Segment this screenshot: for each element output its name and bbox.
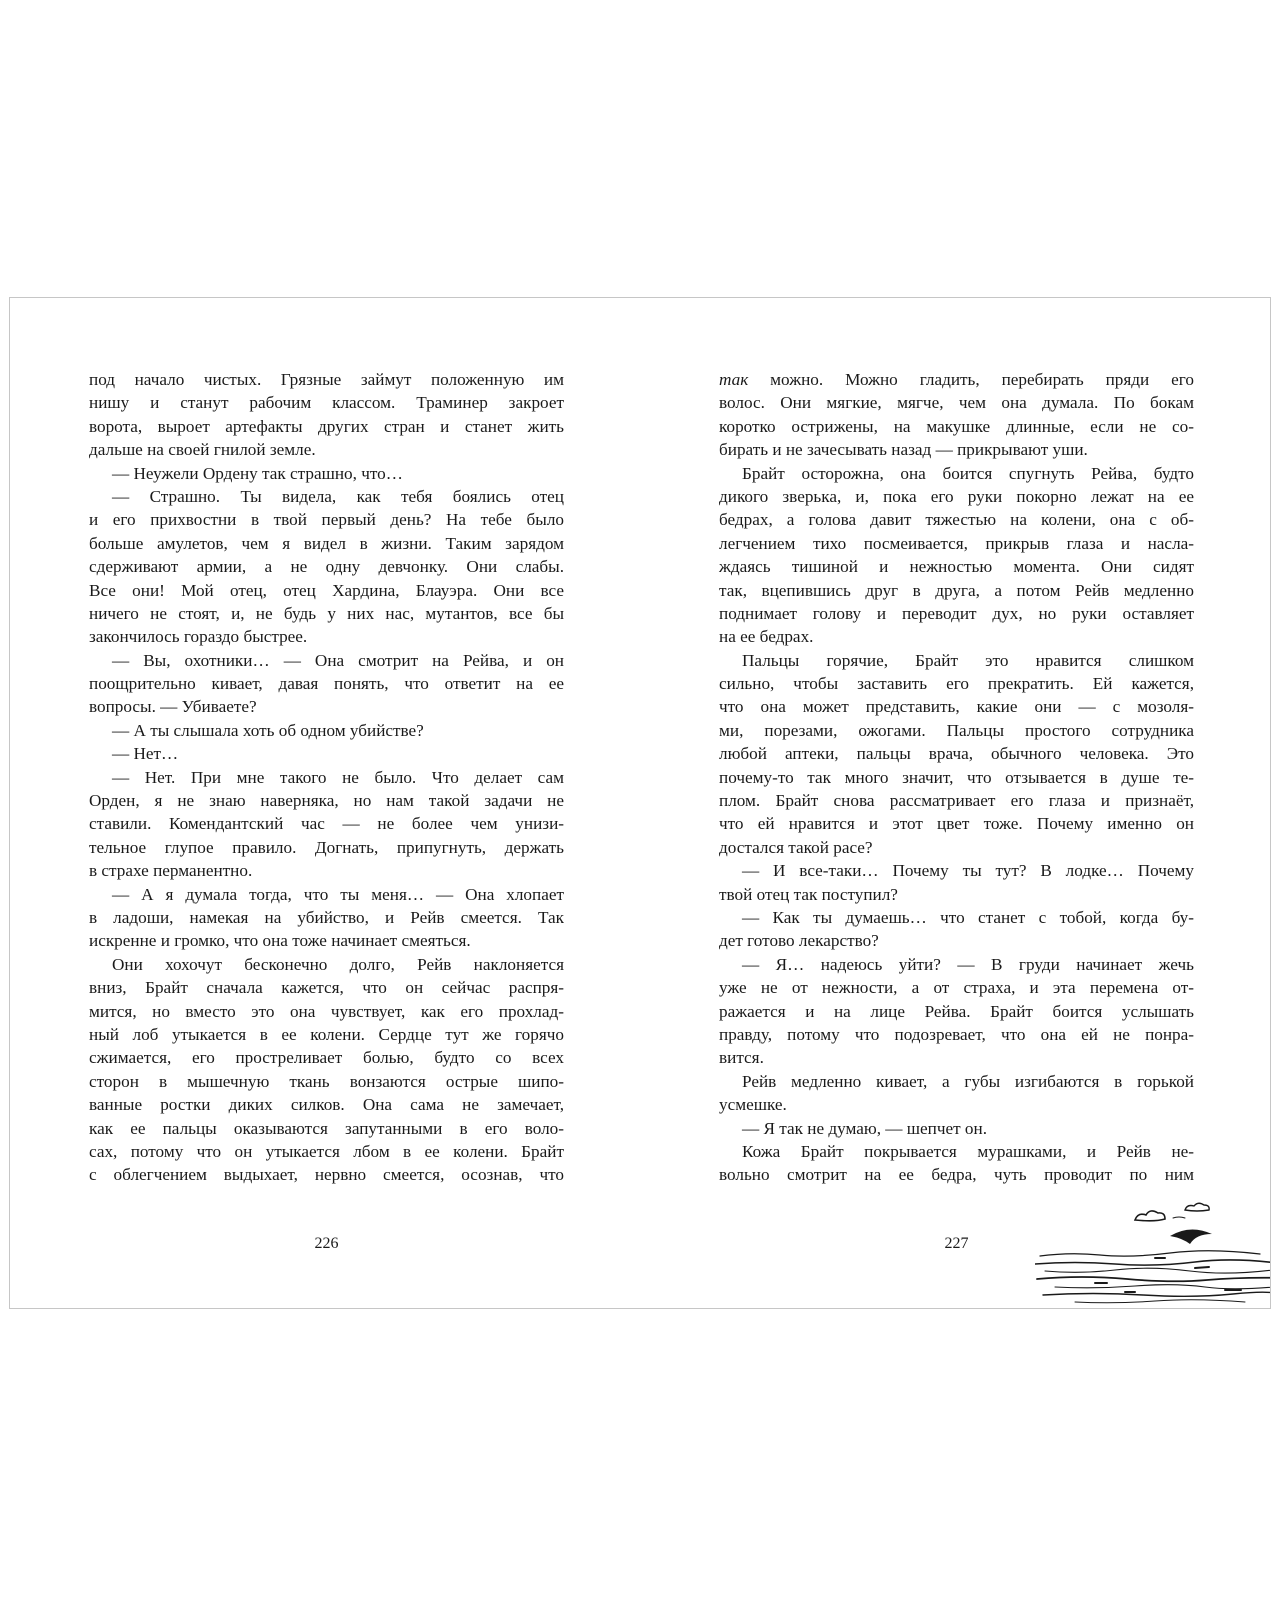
text-line: с облегчением выдыхает, нервно смеется, осознав, что — [89, 1165, 564, 1185]
text-line: сах, потому что он утыкается лбом в ее колени. Брайт — [89, 1141, 564, 1161]
text-line: ванные ростки диких силков. Она сама не замечает, — [89, 1095, 564, 1115]
text-line: ждаясь тишиной и нежностью момента. Они сидят — [719, 557, 1194, 577]
text-line: бирать и не зачесывать назад — прикрывают уши. — [719, 440, 1088, 460]
text-line: дальше на своей гнилой земле. — [89, 440, 316, 460]
text-line: поощрительно кивает, давая понять, что ответит на ее — [89, 674, 564, 694]
text-line: — Вы, охотники… — Она смотрит на Рейва, и он — [112, 650, 564, 670]
text-line: закончилось гораздо быстрее. — [89, 627, 308, 647]
text-line: как ее пальцы оказываются запутанными в его воло- — [89, 1118, 564, 1138]
text-line: сильно, чтобы заставить его прекратить. Ей кажется, — [719, 674, 1194, 694]
text-line: под начало чистых. Грязные займут положенную им — [89, 370, 564, 389]
text-line: правду, потому что подозревает, что она ей не понра- — [719, 1024, 1194, 1044]
text-line — [719, 368, 1194, 391]
text-line: Орден, я не знаю наверняка, но нам такой задачи не — [89, 791, 564, 811]
text-line: ный лоб утыкается в ее колени. Сердце тут же горячо — [89, 1024, 564, 1044]
text-line: поднимает голову и переводит дух, но руки оставляет — [719, 603, 1194, 623]
text-line: — И все-таки… Почему ты тут? В лодке… Почему — [742, 861, 1194, 881]
text-line: — Неужели Ордену так страшно, что… — [112, 463, 403, 483]
text-line: Пальцы горячие, Брайт это нравится слишком — [742, 650, 1194, 670]
text-line: что ей нравится и этот цвет тоже. Почему именно он — [719, 814, 1194, 834]
text-line: Они хохочут бесконечно долго, Рейв наклоняется — [112, 954, 564, 974]
text-line: — А я думала тогда, что ты меня… — Она хлопает — [112, 884, 564, 904]
italic-word: так — [719, 370, 749, 389]
text-line: любой аптеки, пальцы врача, обычного человека. Это — [719, 744, 1194, 764]
text-line: мится, но вместо это она чувствует, как его прохлад- — [89, 1001, 564, 1021]
text-line: усмешке. — [719, 1095, 787, 1115]
text-line: так, вцепившись друг в друга, а потом Рейв медленно — [719, 580, 1194, 600]
text-line: дет готово лекарство? — [719, 931, 879, 951]
text-line: сдерживают армии, а не одну девчонку. Они слабы. — [89, 557, 564, 577]
sea-illustration-icon — [1035, 1198, 1271, 1308]
text-line: коротко острижены, на макушке длинные, если не со- — [719, 416, 1194, 436]
text-line: — Нет. При мне такого не было. Что делает сам — [112, 767, 564, 787]
text-line: плом. Брайт снова рассматривает его глаза и признаёт, — [719, 791, 1194, 811]
text-line: — Я… надеюсь уйти? — В груди начинает жечь — [742, 954, 1194, 974]
text-line: сжимается, его простреливает болью, будто со всех — [89, 1048, 564, 1068]
text-line: уже не от нежности, а от страха, и эта перемена от- — [719, 978, 1194, 998]
text-line: — Как ты думаешь… что станет с тобой, когда бу- — [742, 907, 1194, 927]
text-line: вольно смотрит на ее бедра, чуть проводит по ним — [719, 1165, 1194, 1185]
text-line: сторон в мышечную ткань вонзаются острые шипо- — [89, 1071, 564, 1091]
text-line: — А ты слышала хоть об одном убийстве? — [112, 720, 424, 740]
text-line: в страхе перманентно. — [89, 861, 253, 881]
text-line: — Я так не думаю, — шепчет он. — [742, 1118, 988, 1138]
text-line: бедрах, а голова давит тяжестью на колени, она с об- — [719, 510, 1194, 530]
left-page-text — [89, 368, 564, 1187]
text-line-rest: можно. Можно гладить, перебирать пряди его — [748, 370, 1194, 389]
text-line: волос. Они мягкие, мягче, чем она думала. По бокам — [719, 393, 1194, 413]
text-line: достался такой расе? — [719, 837, 873, 857]
text-line: тельное глупое правило. Догнать, припугнуть, держать — [89, 837, 564, 857]
text-line: на ее бедрах. — [719, 627, 814, 647]
text-line: твой отец так поступил? — [719, 884, 898, 904]
text-line: вниз, Брайт сначала кажется, что он сейчас распря- — [89, 978, 564, 998]
text-line: Брайт осторожна, она боится спугнуть Рейва, будто — [742, 463, 1194, 483]
text-line: Кожа Брайт покрывается мурашками, и Рейв не- — [742, 1141, 1194, 1161]
text-line: ворота, выроет артефакты других стран и станет жить — [89, 416, 564, 436]
text-line: больше амулетов, чем я видел в жизни. Таким зарядом — [89, 533, 564, 553]
text-line: дикого зверька, и, пока его руки покорно лежат на ее — [719, 486, 1194, 506]
text-line: Все они! Мой отец, отец Хардина, Блауэра. Они все — [89, 580, 564, 600]
text-line: и его прихвостни в твой первый день? На тебе было — [89, 510, 564, 530]
book-spread — [9, 297, 1271, 1309]
text-line: ставили. Комендантский час — не более чем унизи- — [89, 814, 564, 834]
text-line: вится. — [719, 1048, 764, 1068]
page-number-right: 227 — [944, 1235, 969, 1252]
text-line: что она может представить, какие они — с мозоля- — [719, 697, 1194, 717]
text-line: ми, порезами, ожогами. Пальцы простого сотрудника — [719, 720, 1194, 740]
text-line: — Нет… — [112, 744, 179, 764]
right-page-text — [719, 368, 1194, 1187]
text-line: ничего не стоят, и, не будь у них нас, мутантов, все бы — [89, 603, 564, 623]
text-line: нишу и станут рабочим классом. Траминер закроет — [89, 393, 564, 413]
text-line: — Страшно. Ты видела, как тебя боялись отец — [112, 486, 564, 506]
text-line: Рейв медленно кивает, а губы изгибаются в горькой — [742, 1071, 1194, 1091]
text-line: искренне и громко, что она тоже начинает смеяться. — [89, 931, 471, 951]
text-line: легчением тихо посмеивается, прикрыв глаза и насла- — [719, 533, 1194, 553]
text-line: почему-то так много значит, что отзывается в душе те- — [719, 767, 1194, 787]
text-line: ражается и на лице Рейва. Брайт боится услышать — [719, 1001, 1194, 1021]
page-number-left: 226 — [314, 1235, 339, 1252]
text-line: в ладоши, намекая на убийство, и Рейв смеется. Так — [89, 907, 564, 927]
text-line: вопросы. — Убиваете? — [89, 697, 257, 717]
